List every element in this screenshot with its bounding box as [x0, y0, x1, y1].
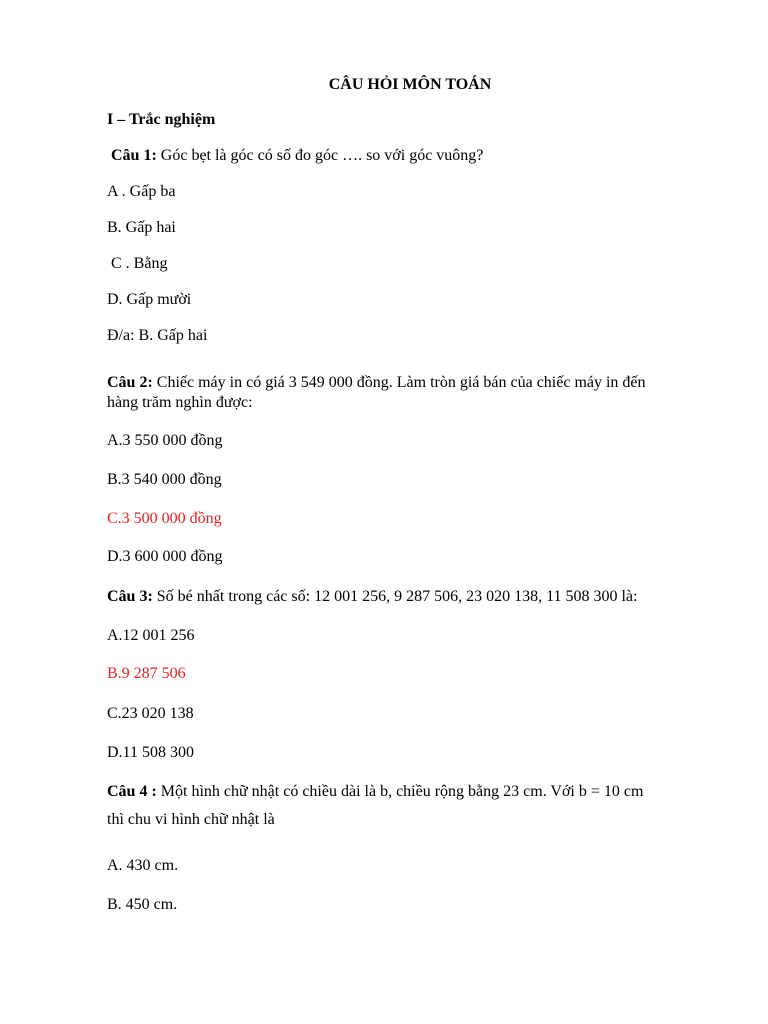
q4-option-a: A. 430 cm.: [107, 857, 179, 874]
q2-option-a: A.3 550 000 đồng: [107, 432, 223, 449]
question-2-label: Câu 2:: [107, 374, 153, 391]
section-heading: I – Trắc nghiệm: [107, 111, 216, 128]
document-title: CÂU HỎI MÔN TOÁN: [328, 76, 492, 93]
question-2: [107, 373, 646, 393]
q1-answer: Đ/a: B. Gấp hai: [107, 327, 208, 344]
q2-option-d: D.3 600 000 đồng: [107, 548, 223, 565]
q3-option-d: D.11 508 300: [107, 744, 194, 761]
question-3: [107, 587, 637, 607]
question-2-text-line1: Chiếc máy in có giá 3 549 000 đồng. Làm tròn giá bán của chiếc máy in đến: [156, 374, 646, 391]
question-4-text-line2: thì chu vi hình chữ nhật là: [107, 811, 275, 828]
question-4: [107, 782, 643, 802]
q2-option-b: B.3 540 000 đồng: [107, 471, 222, 488]
q1-option-a: A . Gấp ba: [107, 183, 176, 200]
q3-option-b-highlighted: B.9 287 506: [107, 665, 186, 682]
q4-option-b: B. 450 cm.: [107, 896, 178, 913]
question-2-text-line2: hàng trăm nghìn được:: [107, 394, 253, 411]
q3-option-a: A.12 001 256: [107, 627, 195, 644]
question-4-label: Câu 4 :: [107, 783, 157, 800]
q3-option-c: C.23 020 138: [107, 705, 194, 722]
q1-option-d: D. Gấp mười: [107, 291, 192, 308]
q1-option-c: C . Bằng: [111, 255, 168, 272]
question-4-text-line1: Một hình chữ nhật có chiều dài là b, chiều rộng bằng 23 cm. Với b = 10 cm: [160, 783, 644, 800]
question-3-label: Câu 3:: [107, 588, 153, 605]
question-1-label: Câu 1:: [111, 147, 157, 164]
q1-option-b: B. Gấp hai: [107, 219, 176, 236]
question-1-text: Góc bẹt là góc có số đo góc …. so với góc vuông?: [160, 147, 484, 164]
question-1: [111, 146, 483, 166]
q2-option-c-highlighted: C.3 500 000 đồng: [107, 510, 222, 527]
question-3-text: Số bé nhất trong các số: 12 001 256, 9 287 506, 23 020 138, 11 508 300 là:: [156, 588, 638, 605]
